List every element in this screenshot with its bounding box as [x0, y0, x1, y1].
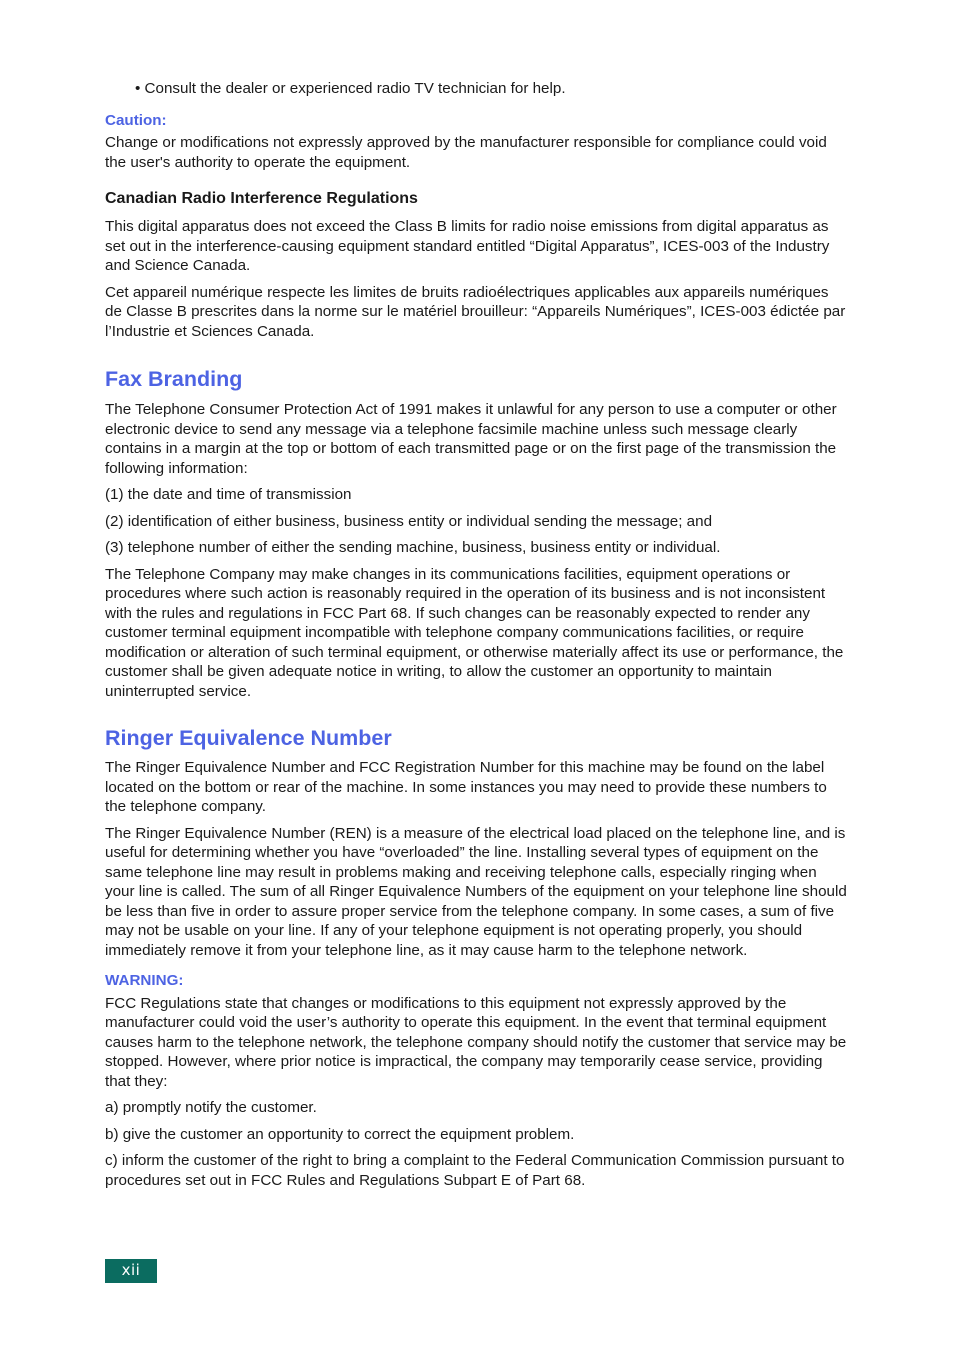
bullet-item: • Consult the dealer or experienced radio TV technician for help. — [135, 80, 566, 97]
ren-heading: Ringer Equivalence Number — [105, 726, 392, 750]
warning-label: WARNING: — [105, 972, 184, 989]
document-page — [105, 79, 847, 1190]
canadian-para-1: This digital apparatus does not exceed the Class B limits for radio noise emissions from digital apparatus as set out in the interference-causing equipment standard entitled “Digital Apparatus”, ICES-003 of the Industry and Science Canada. — [105, 218, 830, 274]
ren-para-1: The Ringer Equivalence Number and FCC Registration Number for this machine may be found on the label located on the bottom or rear of the machine. In some instances you may need to provide these numbers to the telephone company. — [105, 759, 827, 815]
canadian-heading: Canadian Radio Interference Regulations — [105, 190, 418, 207]
fax-branding-intro: The Telephone Consumer Protection Act of 1991 makes it unlawful for any person to use a computer or other electronic device to send any message via a telephone facsimile machine unless such message clearly contains in a margin at the top or bottom of each transmitted page or on the first page of the transmission the following information: — [105, 401, 837, 477]
warning-item-c: c) inform the customer of the right to bring a complaint to the Federal Communication Commission pursuant to procedures set out in FCC Rules and Regulations Subpart E of Part 68. — [105, 1152, 845, 1189]
fax-branding-heading: Fax Branding — [105, 367, 243, 391]
fax-branding-item-2: (2) identification of either business, business entity or individual sending the message; and — [105, 512, 713, 530]
warning-item-b: b) give the customer an opportunity to correct the equipment problem. — [105, 1125, 575, 1143]
caution-text: Change or modifications not expressly approved by the manufacturer responsible for compliance could void the user's authority to operate the equipment. — [105, 134, 827, 171]
warning-text: FCC Regulations state that changes or modifications to this equipment not expressly approved by the manufacturer could void the user’s authority to operate this equipment. In the event that terminal equipment causes harm to the telephone network, the telephone company should notify the customer that service may be stopped. However, where prior notice is impractical, the company may temporarily cease service, providing that they: — [105, 994, 847, 1090]
ren-para-2: The Ringer Equivalence Number (REN) is a measure of the electrical load placed on the telephone line, and is useful for determining whether you have “overloaded” the line. Installing several types of equipment on the same telephone line may result in problems making and receiving telephone calls, especially ringing when your line is called. The sum of all Ringer Equivalence Numbers of the equipment on your telephone line should be less than five in order to assure proper service from the telephone company. In some cases, a sum of five may not be usable on your line. If any of your telephone equipment is not operating properly, you should immediately remove it from your telephone line, as it may cause harm to the telephone network. — [105, 824, 847, 959]
fax-branding-item-1: (1) the date and time of transmission — [105, 486, 352, 503]
caution-label: Caution: — [105, 111, 167, 129]
canadian-para-2: Cet appareil numérique respecte les limites de bruits radioélectriques applicables aux appareils numériques de Classe B prescrites dans la norme sur le matériel brouilleur: “Appareils Numériques”, ICES-003 édictée par l’Industrie et Sciences Canada. — [105, 283, 846, 340]
page-number: xii — [121, 1261, 141, 1279]
warning-item-a: a) promptly notify the customer. — [105, 1099, 317, 1116]
page-number-badge — [105, 1259, 157, 1283]
fax-branding-item-3: (3) telephone number of either the sending machine, business, business entity or individual. — [105, 539, 721, 556]
fax-branding-para-2: The Telephone Company may make changes in its communications facilities, equipment operations or procedures where such action is reasonably required in the operation of its business and is not inconsistent with the rules and regulations in FCC Part 68. If such changes can be reasonably expected to render any customer terminal equipment incompatible with telephone company communications facilities, or require modification or alteration of such terminal equipment, or otherwise materially affect its use or performance, the customer shall be given adequate notice in writing, to allow the customer an opportunity to maintain uninterrupted service. — [105, 565, 844, 700]
